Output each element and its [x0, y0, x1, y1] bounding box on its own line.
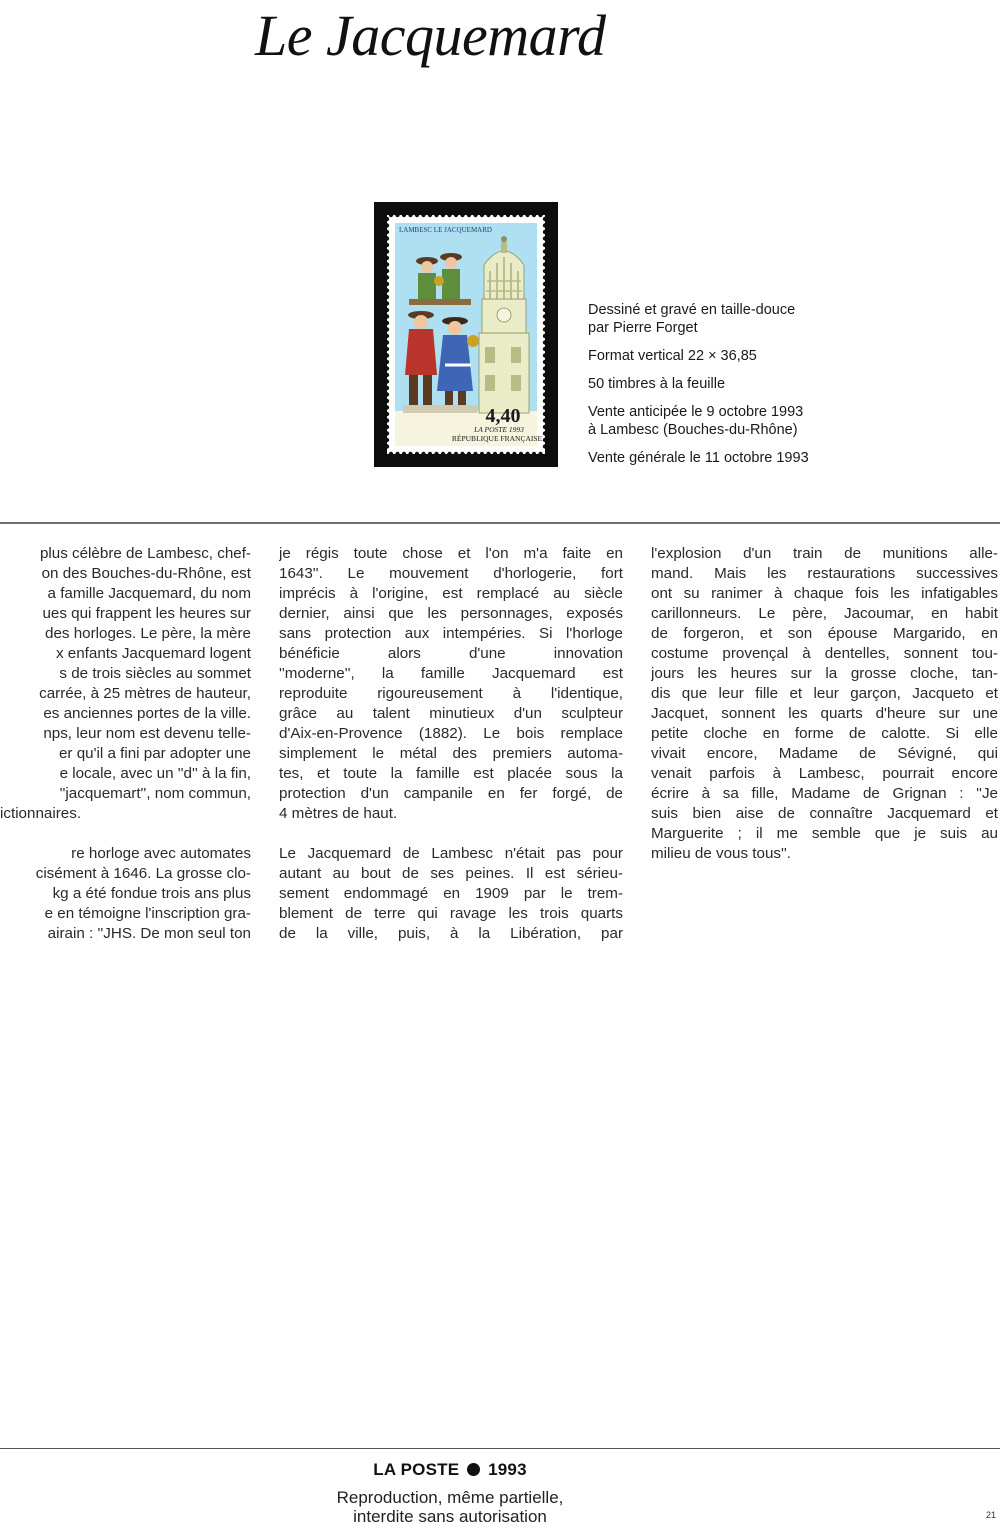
page-number: 21 [986, 1510, 997, 1520]
text-line: suis bien aise de connaître Jacquemard et [651, 805, 998, 822]
top-divider [0, 522, 1000, 524]
text-line: nps, leur nom est devenu telle- [43, 725, 251, 742]
stamp-image [387, 215, 545, 454]
text-line: sement endommagé en 1909 par le trem- [279, 885, 623, 902]
text-line: petite cloche en forme de calotte. Si elle [651, 725, 998, 742]
text-line: e locale, avec un ''d'' à la fin, [59, 765, 251, 782]
text-line: vivait encore, Madame de Sévigné, qui [651, 745, 998, 762]
article-column-1 [0, 544, 251, 944]
copyright-line2: interdite sans autorisation [353, 1507, 547, 1526]
text-line: d'Aix-en-Provence (1882). Le bois remplace [279, 725, 623, 742]
stamp-mount [374, 202, 558, 467]
presale-line2: à Lambesc (Bouches-du-Rhône) [588, 422, 798, 438]
col2-paragraph-1 [279, 544, 623, 824]
copyright-line1: Reproduction, même partielle, [336, 1488, 564, 1507]
text-line: e en témoigne l'inscription gra- [44, 905, 251, 922]
text-line: tes, et toute la famille est placée sous la [279, 765, 623, 782]
text-line: ues qui frappent les heures sur [42, 605, 251, 622]
text-line: ictionnaires. [0, 805, 82, 822]
tower-illustration [479, 236, 529, 413]
text-line: de la ville, puis, à la Libération, par [279, 925, 623, 942]
text-line: Jacquet, sonnent les quarts d'heure sur une [651, 705, 998, 722]
text-line: l'explosion d'un train de munitions alle- [651, 545, 998, 562]
text-line: es anciennes portes de la ville. [43, 705, 251, 722]
text-line: on des Bouches-du-Rhône, est [41, 565, 251, 582]
text-line: s de trois siècles au sommet [59, 665, 251, 682]
text-line: er qu'il a fini par adopter une [58, 745, 251, 762]
text-line: bénéficie alors d'une innovation [279, 645, 623, 662]
text-line: dernier, ainsi que les personnages, exposés [279, 605, 623, 622]
stamp-top-label: LAMBESC LE JACQUEMARD [399, 226, 492, 234]
text-line: dis que leur fille et leur garçon, Jacqueto et [651, 685, 998, 702]
stamp-format: Format vertical 22 × 36,85 [588, 348, 757, 364]
text-line: grâce au talent minutieux d'un sculpteur [279, 705, 623, 722]
footer-year: 1993 [488, 1460, 527, 1479]
footer-brand-name: LA POSTE [373, 1460, 460, 1479]
text-line: venait parfois à Lambesc, pourrait encore [651, 765, 998, 782]
col1-paragraph-1 [0, 544, 251, 824]
article-column-3 [651, 544, 998, 864]
text-line: écrire à sa fille, Madame de Grignan : ''Je [651, 785, 998, 802]
col1-paragraph-2 [0, 844, 251, 944]
bullet-icon [467, 1463, 480, 1476]
text-line: ont su ranimer à chaque fois les infatigables [651, 585, 998, 602]
text-line: ''jacquemart'', nom commun, [59, 785, 251, 802]
sheet-count: 50 timbres à la feuille [588, 376, 726, 392]
text-line: Le Jacquemard de Lambesc n'était pas pour [279, 845, 623, 862]
text-line: mand. Mais les restaurations successives [651, 565, 998, 582]
text-line: 4 mètres de haut. [279, 805, 398, 822]
text-line: blement de terre qui ravage les trois quarts [279, 905, 623, 922]
presale-line1: Vente anticipée le 9 octobre 1993 [588, 404, 804, 420]
text-line: a famille Jacquemard, du nom [47, 585, 251, 602]
footer-brand [0, 1460, 900, 1480]
presale [588, 403, 888, 439]
credit-line2: par Pierre Forget [588, 320, 698, 336]
page-title: Le Jacquemard [255, 3, 606, 68]
col3-paragraph-1 [651, 544, 998, 864]
col2-paragraph-2 [279, 844, 623, 944]
text-line: protection d'un campanile en fer forgé, de [279, 785, 623, 802]
stamp-value: 4,40 [485, 405, 521, 427]
text-line: sans protection aux intempéries. Si l'horloge [279, 625, 623, 642]
text-line: des horloges. Le père, la mère [45, 625, 251, 642]
general-sale: Vente générale le 11 octobre 1993 [588, 450, 809, 466]
credit-line1: Dessiné et gravé en taille-douce [588, 302, 796, 318]
text-line: je régis toute chose et l'on m'a faite en [279, 545, 623, 562]
text-line: costume provençal à dentelles, sonnent tou- [651, 645, 998, 662]
text-line: jours les heures sur la grosse cloche, tan- [651, 665, 998, 682]
text-line: de forgeron, et son épouse Margarido, en [651, 625, 998, 642]
credit [588, 301, 888, 337]
stamp-info [588, 301, 888, 477]
copyright-note [0, 1488, 900, 1526]
text-line: kg a été fondue trois ans plus [52, 885, 251, 902]
stamp-issuer-line: LA POSTE 1993 [474, 425, 524, 434]
text-line: cisément à 1646. La grosse clo- [35, 865, 251, 882]
article-column-2 [279, 544, 623, 944]
text-line: Marguerite ; il me semble que je suis au [651, 825, 998, 842]
stamp-country: RÉPUBLIQUE FRANÇAISE [451, 434, 543, 443]
text-line: 1643''. Le mouvement d'horlogerie, fort [279, 565, 623, 582]
text-line: autant au bout de ses peines. Il est sérieu- [279, 865, 623, 882]
text-line: x enfants Jacquemard logent [55, 645, 251, 662]
text-line: reproduite rigoureusement à l'identique, [279, 685, 623, 702]
text-line: carrée, à 25 mètres de hauteur, [39, 685, 251, 702]
text-line: airain : ''JHS. De mon seul ton [47, 925, 251, 942]
text-line: re horloge avec automates [71, 845, 251, 862]
text-line: milieu de vous tous''. [651, 845, 792, 862]
text-line: simplement le métal des premiers automa- [279, 745, 623, 762]
text-line: plus célèbre de Lambesc, chef- [39, 545, 251, 562]
text-line: imprécis à l'origine, est remplacé au siècle [279, 585, 623, 602]
text-line: carillonneurs. Le père, Jacoumar, en habit [651, 605, 998, 622]
text-line: ''moderne'', la famille Jacquemard est [279, 665, 623, 682]
bottom-divider [0, 1448, 1000, 1449]
